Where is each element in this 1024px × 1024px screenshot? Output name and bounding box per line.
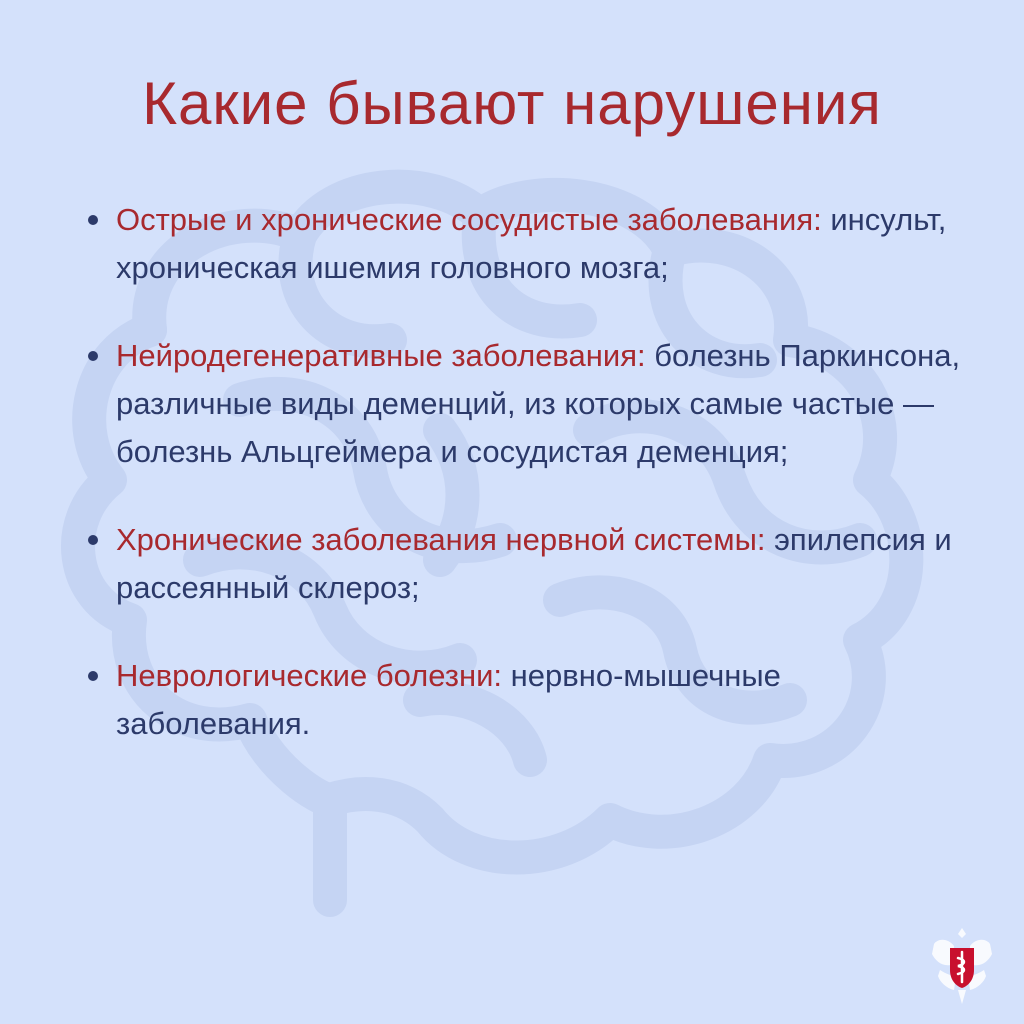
page-title: Какие бывают нарушения xyxy=(142,70,882,137)
item-term: Острые и хронические сосудистые заболевания: xyxy=(116,202,822,237)
bullet-icon xyxy=(88,535,98,545)
list-item xyxy=(88,196,968,292)
bullet-icon xyxy=(88,671,98,681)
bullet-icon xyxy=(88,215,98,225)
list-item xyxy=(88,516,968,612)
coat-of-arms-emblem-icon xyxy=(924,924,1000,1008)
disorders-list xyxy=(88,196,968,748)
item-term: Нейродегенеративные заболевания: xyxy=(116,338,646,373)
item-term: Хронические заболевания нервной системы: xyxy=(116,522,766,557)
item-description: нервно-мышечные заболевания. xyxy=(116,658,781,741)
item-description: инсульт, хроническая ишемия головного мозга; xyxy=(116,202,947,285)
list-item xyxy=(88,332,968,476)
item-term: Неврологические болезни: xyxy=(116,658,503,693)
list-item xyxy=(88,652,968,748)
item-description: эпилепсия и рассеянный склероз; xyxy=(116,522,952,605)
item-description: болезнь Паркинсона, различные виды деменций, из которых самые частые — болезнь Альцгеймера и сосудистая деменция; xyxy=(116,338,961,469)
bullet-icon xyxy=(88,351,98,361)
